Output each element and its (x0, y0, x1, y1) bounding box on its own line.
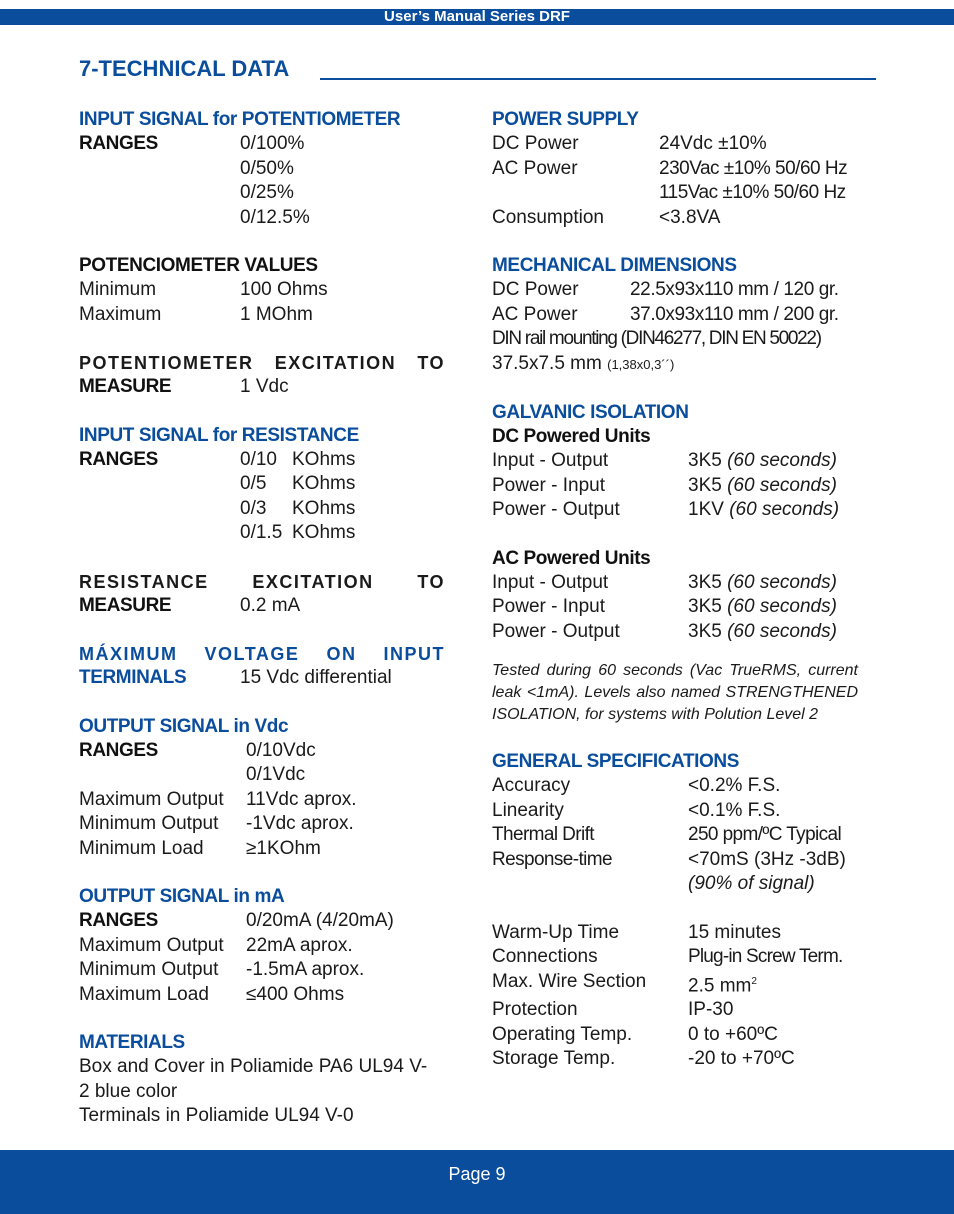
heading-word: POTENTIOMETER (79, 353, 254, 373)
header-bar (0, 9, 954, 25)
spec-value: -1.5mA aprox. (246, 959, 365, 980)
spec-value: <3.8VA (659, 206, 721, 228)
range-value: 0/20mA (4/20mA) (246, 910, 394, 931)
range-value: 0/5 (240, 473, 267, 494)
spec-label: Warm-Up Time (492, 921, 620, 943)
spec-note: (60 seconds) (729, 499, 840, 520)
spec-value: ≤400 Ohms (246, 983, 345, 1005)
spec-value: 24Vdc ±10% (659, 133, 767, 154)
range-value: 0/1Vdc (246, 764, 306, 785)
spec-value: 2.5 mm (688, 974, 752, 996)
spec-value: IP-30 (688, 999, 734, 1021)
heading-word: MÁXIMUM (79, 644, 178, 664)
heading-word: TO (417, 353, 445, 373)
spec-label: Storage Temp. (492, 1048, 616, 1070)
section-heading (79, 570, 445, 594)
spec-note: (60 seconds) (727, 620, 837, 642)
spec-value: 1 MOhm (240, 303, 313, 325)
spec-label: Max. Wire Section (492, 970, 647, 992)
spec-note: (60 seconds) (727, 450, 837, 471)
spec-value: 0 to +60ºC (688, 1023, 778, 1045)
spec-label: Maximum Output (79, 934, 224, 956)
spec-label: Input - Output (492, 571, 609, 593)
terminals-label: TERMINALS (79, 667, 187, 688)
spec-value: 37.0x93x110 mm / 200 gr. (630, 303, 839, 325)
spec-label: Operating Temp. (492, 1023, 633, 1045)
materials-text: Box and Cover in Poliamide PA6 UL94 V- (79, 1056, 428, 1077)
spec-value: <0.2% F.S. (688, 775, 781, 796)
spec-label: Power - Output (492, 499, 620, 520)
spec-label: Minimum Output (79, 959, 219, 980)
ranges-label: RANGES (79, 133, 158, 154)
spec-label: Power - Input (492, 474, 605, 496)
subsection-heading: DC Powered Units (492, 426, 651, 447)
spec-value: 230Vac ±10% 50/60 Hz (659, 157, 848, 179)
spec-note: (60 seconds) (727, 596, 837, 617)
spec-label: AC Power (492, 157, 578, 179)
spec-value: ≥1KOhm (246, 837, 321, 859)
spec-label: Power - Output (492, 620, 620, 642)
heading-word: ON (326, 644, 357, 664)
dimension-inches: (1,38x0,3´´) (607, 356, 675, 372)
heading-word: RESISTANCE (79, 571, 209, 592)
spec-value: 115Vac ±10% 50/60 Hz (659, 182, 846, 203)
subsection-heading: AC Powered Units (492, 547, 651, 569)
spec-value: 100 Ohms (240, 279, 328, 300)
spec-label: AC Power (492, 303, 578, 325)
spec-value: 3K5 (688, 620, 722, 642)
spec-label: Input - Output (492, 450, 609, 471)
spec-value: Plug-in Screw Term. (688, 946, 843, 967)
superscript: 2 (751, 975, 757, 987)
range-value: 0/25% (240, 182, 294, 203)
left-column (79, 108, 445, 1129)
materials-text: 2 blue color (79, 1080, 178, 1102)
range-value: 0/3 (240, 497, 267, 519)
spec-label: Maximum (79, 303, 162, 325)
spec-value: 3K5 (688, 596, 722, 617)
spec-label: Power - Input (492, 596, 605, 617)
heading-word: EXCITATION (252, 571, 374, 592)
heading-word: TO (417, 571, 445, 592)
spec-value: <0.1% F.S. (688, 799, 781, 821)
section-heading: INPUT SIGNAL for RESISTANCE (79, 424, 359, 446)
section-heading: OUTPUT SIGNAL in mA (79, 886, 285, 907)
page-number: Page 9 (448, 1164, 506, 1184)
section-heading (79, 642, 445, 666)
heading-word: INPUT (383, 644, 445, 664)
section-heading: MECHANICAL DIMENSIONS (492, 255, 737, 276)
header-text: User’s Manual Series DRF (384, 8, 570, 25)
section-heading: INPUT SIGNAL for POTENTIOMETER (79, 109, 401, 130)
spec-label: Thermal Drift (492, 824, 594, 845)
spec-value: 3K5 (688, 571, 722, 593)
range-value: 0/10Vdc (246, 739, 316, 761)
spec-label: Linearity (492, 799, 564, 821)
spec-label: Minimum Output (79, 813, 219, 834)
range-unit: KOhms (292, 497, 356, 519)
heading-word: EXCITATION (274, 353, 397, 373)
title-underline (320, 78, 876, 80)
isolation-note: Tested during 60 seconds (Vac TrueRMS, current leak <1mA). Levels also named STRENGTHENED ISOLATION, for systems with Polution Level 2 (492, 662, 858, 723)
spec-value: 3K5 (688, 450, 722, 471)
ranges-label: RANGES (79, 739, 158, 761)
range-value: 0/10 (240, 448, 277, 470)
range-value: 0/1.5 (240, 522, 283, 543)
materials-text: Terminals in Poliamide UL94 V-0 (79, 1105, 354, 1126)
range-unit: KOhms (292, 448, 356, 470)
spec-value: 11Vdc aprox. (246, 788, 357, 810)
spec-label: Accuracy (492, 775, 571, 796)
spec-value: -1Vdc aprox. (246, 813, 354, 834)
spec-value: 3K5 (688, 474, 722, 496)
spec-label: Maximum Output (79, 788, 224, 810)
spec-value: <70mS (3Hz -3dB) (688, 848, 846, 870)
spec-value: 22.5x93x110 mm / 120 gr. (630, 279, 839, 300)
right-column (492, 108, 858, 1072)
spec-label: DC Power (492, 133, 579, 154)
spec-value: 22mA aprox. (246, 934, 353, 956)
page-title: 7-TECHNICAL DATA (79, 56, 290, 81)
heading-word: VOLTAGE (204, 644, 300, 664)
spec-label: Connections (492, 946, 598, 967)
ranges-label: RANGES (79, 910, 158, 931)
section-heading: GALVANIC ISOLATION (492, 402, 689, 423)
section-heading (79, 351, 445, 375)
spec-value: 15 minutes (688, 921, 781, 943)
section-heading: MATERIALS (79, 1032, 185, 1053)
spec-label: Minimum (79, 279, 157, 300)
range-value: 0/12.5% (240, 206, 310, 228)
spec-note: (60 seconds) (727, 571, 837, 593)
section-heading: OUTPUT SIGNAL in Vdc (79, 715, 289, 737)
spec-value: 250 ppm/ºC Typical (688, 824, 842, 845)
measure-label: MEASURE (79, 376, 172, 397)
spec-value: 1 Vdc (240, 376, 289, 397)
spec-value: -20 to +70ºC (688, 1048, 795, 1070)
spec-note: (90% of signal) (688, 873, 815, 894)
spec-label: Minimum Load (79, 837, 204, 859)
section-heading: POWER SUPPLY (492, 109, 639, 130)
range-unit: KOhms (292, 522, 356, 543)
spec-label: DC Power (492, 279, 579, 300)
range-unit: KOhms (292, 473, 356, 494)
din-text: DIN rail mounting (DIN46277, DIN EN 50022) (492, 328, 821, 349)
spec-label: Protection (492, 999, 578, 1021)
dimension-text: 37.5x7.5 mm (492, 352, 602, 374)
section-heading: POTENCIOMETER VALUES (79, 255, 318, 276)
spec-label: Maximum Load (79, 983, 209, 1005)
measure-label: MEASURE (79, 594, 172, 616)
spec-label: Consumption (492, 206, 604, 228)
range-value: 0/50% (240, 157, 294, 179)
section-heading: GENERAL SPECIFICATIONS (492, 751, 740, 772)
spec-value: 15 Vdc differential (240, 667, 392, 688)
spec-label: Response-time (492, 848, 612, 870)
spec-value: 0.2 mA (240, 594, 301, 616)
ranges-label: RANGES (79, 448, 158, 470)
spec-note: (60 seconds) (727, 474, 837, 496)
spec-value: 1KV (688, 499, 724, 520)
range-value: 0/100% (240, 133, 305, 154)
